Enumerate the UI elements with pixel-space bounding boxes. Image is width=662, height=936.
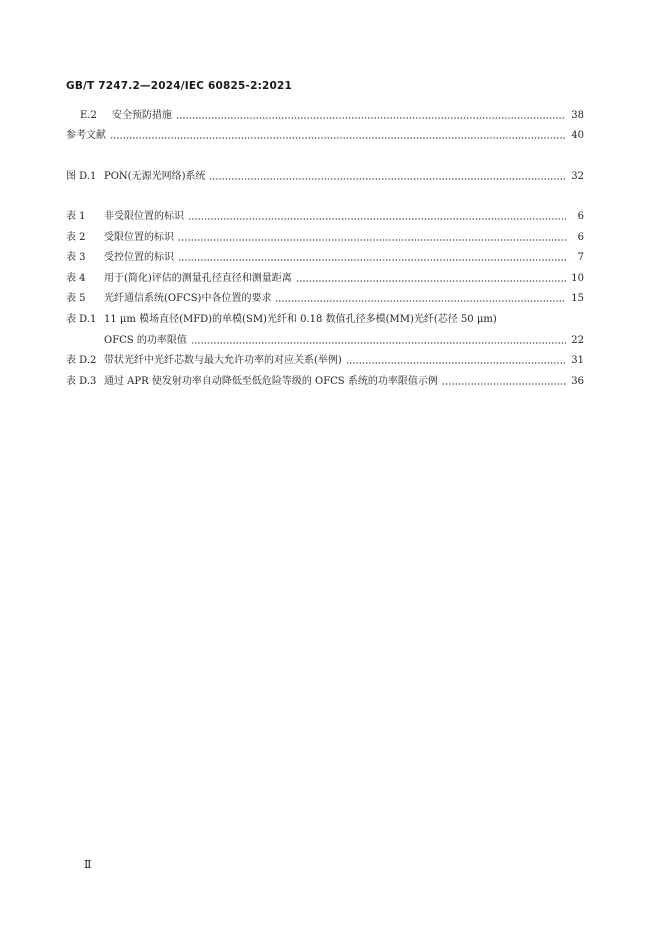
- toc-entry-label: 非受限位置的标识: [104, 211, 184, 222]
- toc-entry-number: 表 3: [66, 252, 86, 263]
- toc-entry-label: 光纤通信系统(OFCS)中各位置的要求: [104, 293, 272, 304]
- toc-entry-table-d2[interactable]: [66, 352, 584, 368]
- dot-leader: [442, 382, 566, 386]
- toc-entry-table-1[interactable]: [66, 208, 584, 224]
- dot-leader: [346, 361, 566, 365]
- dot-leader: [209, 177, 566, 181]
- dot-leader: [188, 217, 566, 221]
- toc-entry-label: 用于(简化)评估的测量孔径直径和测量距离: [104, 273, 292, 284]
- toc-entry-page: 6: [577, 232, 584, 243]
- toc-entry-label: 安全预防措施: [112, 110, 172, 121]
- page-number: Ⅱ: [84, 858, 92, 871]
- toc-entry-table-5[interactable]: [66, 290, 584, 306]
- toc-entry-label-continued: OFCS 的功率限值: [104, 335, 187, 346]
- toc-entry-page: 31: [571, 355, 584, 366]
- dot-leader: [178, 258, 566, 262]
- toc-entry-table-4[interactable]: [66, 270, 584, 286]
- dot-leader: [176, 116, 566, 120]
- toc-entry-page: 7: [577, 252, 584, 263]
- toc-entry-table-d1-continued[interactable]: [104, 332, 584, 348]
- standard-header: GB/T 7247.2—2024/IEC 60825-2:2021: [66, 80, 293, 92]
- toc-entry-page: 10: [571, 273, 584, 284]
- dot-leader: [275, 299, 566, 303]
- toc-entry-table-d3[interactable]: [66, 373, 584, 389]
- toc-entry-bibliography[interactable]: [66, 127, 584, 143]
- toc-entry-label: 受限位置的标识: [104, 232, 174, 243]
- toc-entry-number: 表 D.1: [66, 314, 97, 325]
- toc-entry-number: 表 D.3: [66, 376, 97, 387]
- toc-entry-number: 表 5: [66, 293, 86, 304]
- toc-entry-label: 受控位置的标识: [104, 252, 174, 263]
- toc-entry-number: 表 2: [66, 232, 86, 243]
- toc-entry-page: 40: [571, 130, 584, 141]
- dot-leader: [191, 341, 566, 345]
- toc-entry-label: 参考文献: [66, 130, 106, 141]
- toc-entry-page: 6: [577, 211, 584, 222]
- toc-entry-number: 表 D.2: [66, 355, 97, 366]
- toc-entry-page: 32: [571, 171, 584, 182]
- toc-entry-number: 图 D.1: [66, 171, 97, 182]
- toc-entry-page: 36: [571, 376, 584, 387]
- toc-entry-annex-e2[interactable]: [66, 107, 584, 123]
- toc-entry-label: 带状光纤中光纤芯数与最大允许功率的对应关系(举例): [104, 355, 342, 366]
- toc-entry-number: 表 4: [66, 273, 86, 284]
- toc-entry-table-2[interactable]: [66, 229, 584, 245]
- toc-entry-label: 通过 APR 使发射功率自动降低至低危险等级的 OFCS 系统的功率限值示例: [104, 376, 438, 387]
- toc-entry-number: E.2: [80, 110, 97, 121]
- toc-entry-table-d1[interactable]: [66, 311, 584, 327]
- toc-entry-page: 15: [571, 293, 584, 304]
- toc-entry-number: 表 1: [66, 211, 86, 222]
- dot-leader: [178, 238, 566, 242]
- toc-entry-page: 38: [571, 110, 584, 121]
- toc-entry-table-3[interactable]: [66, 249, 584, 265]
- dot-leader: [296, 279, 566, 283]
- toc-entry-label: PON(无源光网络)系统: [104, 171, 206, 182]
- toc-entry-label: 11 μm 模场直径(MFD)的单模(SM)光纤和 0.18 数值孔径多模(MM)光纤(芯径 50 μm): [104, 314, 497, 325]
- toc-entry-page: 22: [571, 335, 584, 346]
- dot-leader: [110, 136, 566, 140]
- toc-entry-figure-d1[interactable]: [66, 168, 584, 184]
